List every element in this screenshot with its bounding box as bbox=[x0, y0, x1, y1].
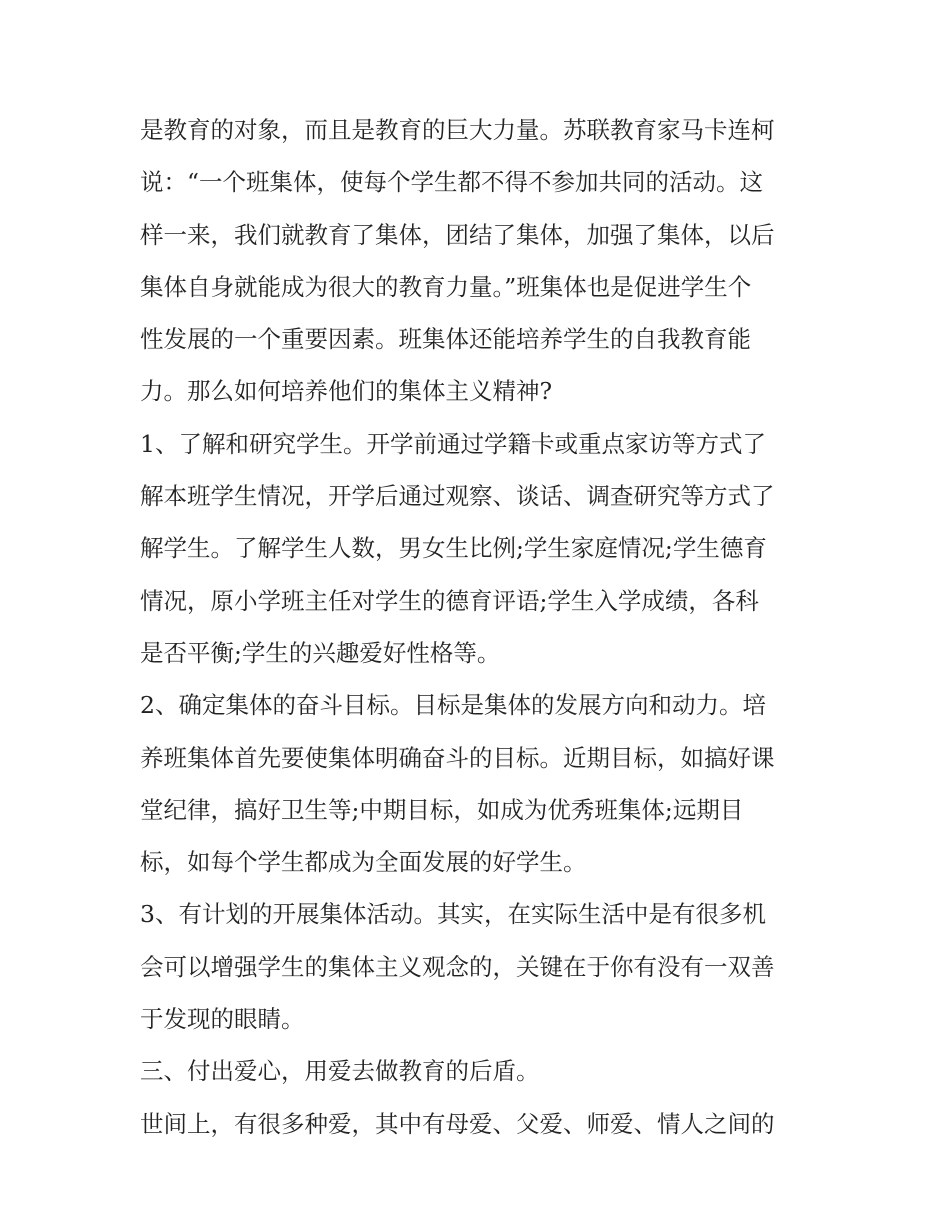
text-line: 3、有计划的开展集体活动。其实，在实际生活中是有很多机 bbox=[140, 900, 766, 929]
text-line: 是教育的对象，而且是教育的巨大力量。苏联教育家马卡连柯 bbox=[140, 116, 775, 144]
text-line: 解本班学生情况，开学后通过观察、谈话、调查研究等方式了 bbox=[140, 482, 775, 511]
text-line: 世间上，有很多种爱，其中有母爱、父爱、师爱、情人之间的 bbox=[140, 1109, 775, 1138]
text-line: 1、了解和研究学生。开学前通过学籍卡或重点家访等方式了 bbox=[140, 429, 766, 458]
text-line: 会可以增强学生的集体主义观念的，关键在于你有没有一双善 bbox=[140, 952, 775, 981]
text-line: 2、确定集体的奋斗目标。目标是集体的发展方向和动力。培 bbox=[140, 691, 766, 720]
document-body bbox=[140, 104, 815, 1150]
text-line: 力。那么如何培养他们的集体主义精神? bbox=[140, 377, 553, 406]
text-line: 集体自身就能成为很大的教育力量。”班集体也是促进学生个 bbox=[140, 272, 752, 301]
text-line: 情况，原小学班主任对学生的德育评语;学生入学成绩，各科 bbox=[140, 586, 759, 615]
text-line: 解学生。了解学生人数，男女生比例;学生家庭情况;学生德育 bbox=[140, 534, 767, 563]
text-line: 标，如每个学生都成为全面发展的好学生。 bbox=[140, 848, 587, 877]
text-line: 三、付出爱心，用爱去做教育的后盾。 bbox=[140, 1057, 540, 1086]
text-line: 堂纪律，搞好卫生等;中期目标，如成为优秀班集体;远期目 bbox=[140, 795, 744, 824]
text-line: 样一来，我们就教育了集体，团结了集体，加强了集体，以后 bbox=[140, 220, 775, 249]
text-line: 是否平衡;学生的兴趣爱好性格等。 bbox=[140, 638, 501, 667]
text-line: 性发展的一个重要因素。班集体还能培养学生的自我教育能 bbox=[140, 325, 751, 354]
text-line: 于发现的眼睛。 bbox=[140, 1005, 305, 1034]
text-line: 养班集体首先要使集体明确奋斗的目标。近期目标，如搞好课 bbox=[140, 743, 775, 772]
text-line: 说：“一个班集体，使每个学生都不得不参加共同的活动。这 bbox=[140, 168, 764, 197]
